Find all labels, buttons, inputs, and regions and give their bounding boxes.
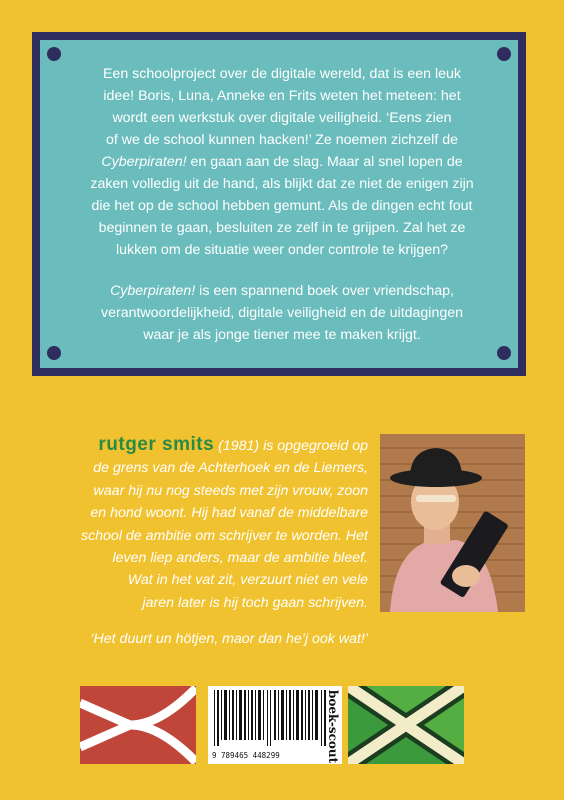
- barcode: [208, 686, 342, 764]
- flag-achterhoek-icon: [348, 686, 464, 764]
- blurb-line: of we de school kunnen hacken!’ Ze noemen zichzelf de: [105, 132, 458, 148]
- blurb-paragraph-2: [62, 280, 502, 346]
- bio-line: leven liep anders, maar de ambitie bleef.: [112, 550, 368, 567]
- author-bio-text: [48, 434, 368, 614]
- rivet-icon: [497, 47, 511, 61]
- publisher-logo: boek-scout: [326, 690, 340, 764]
- author-photo: [380, 434, 525, 612]
- bio-line: jaren later is hij toch gaan schrijven.: [142, 594, 368, 611]
- blurb-line: die het op de school hebben gemunt. Als de dingen echt fout: [91, 198, 473, 214]
- bio-line: de grens van de Achterhoek en de Liemers,: [93, 460, 368, 477]
- isbn-number: 9 789465 448299: [212, 751, 280, 760]
- bio-line: (1981) is opgegroeid op: [214, 438, 368, 454]
- bio-line: en hond woont. Hij had vanaf de middelbare: [90, 505, 368, 522]
- author-bio: [48, 434, 368, 651]
- blurb-line: verantwoordelijkheid, digitale veiligheid en de uitdagingen: [100, 305, 464, 321]
- blurb-line: beginnen te gaan, besluiten ze zelf in te grijpen. Zal het ze: [98, 220, 466, 236]
- blurb-line: Een schoolproject over de digitale wereld, dat is een leuk: [102, 66, 462, 82]
- blurb-line: is een spannend boek over vriendschap,: [195, 283, 454, 299]
- book-title: Cyberpiraten!: [101, 154, 187, 170]
- back-cover-blurb: [62, 63, 502, 346]
- book-title: Cyberpiraten!: [110, 283, 196, 299]
- blurb-line: zaken volledig uit de hand, als blijkt dat ze niet de enigen zijn: [90, 176, 474, 192]
- author-name: rutger smits: [98, 434, 215, 455]
- bio-line: waar hij nu nog steeds met zijn vrouw, zoon: [93, 482, 368, 499]
- blurb-line: idee! Boris, Luna, Anneke en Frits weten het meteen: het: [103, 88, 461, 104]
- barcode-bars-icon: [212, 690, 330, 752]
- flag-liemers-icon: [80, 686, 196, 764]
- rivet-icon: [47, 47, 61, 61]
- rivet-icon: [497, 346, 511, 360]
- rivet-icon: [47, 346, 61, 360]
- bio-line: Wat in het vat zit, verzuurt niet en vele: [127, 572, 368, 589]
- blurb-line: en gaan aan de slag. Maar al snel lopen de: [186, 154, 463, 170]
- blurb-line: lukken om de situatie weer onder controle te krijgen?: [115, 242, 448, 258]
- blurb-line: waar je als jonge tiener mee te maken krijgt.: [143, 327, 421, 343]
- author-quote: ‘Het duurt un hötjen, maor dan he’j ook wat!’: [90, 631, 368, 648]
- blurb-line: wordt een werkstuk over digitale veiligheid. ‘Eens zien: [112, 110, 452, 126]
- bio-line: school de ambitie om schrijver te worden. Het: [80, 527, 368, 544]
- blurb-paragraph-1: [62, 63, 502, 261]
